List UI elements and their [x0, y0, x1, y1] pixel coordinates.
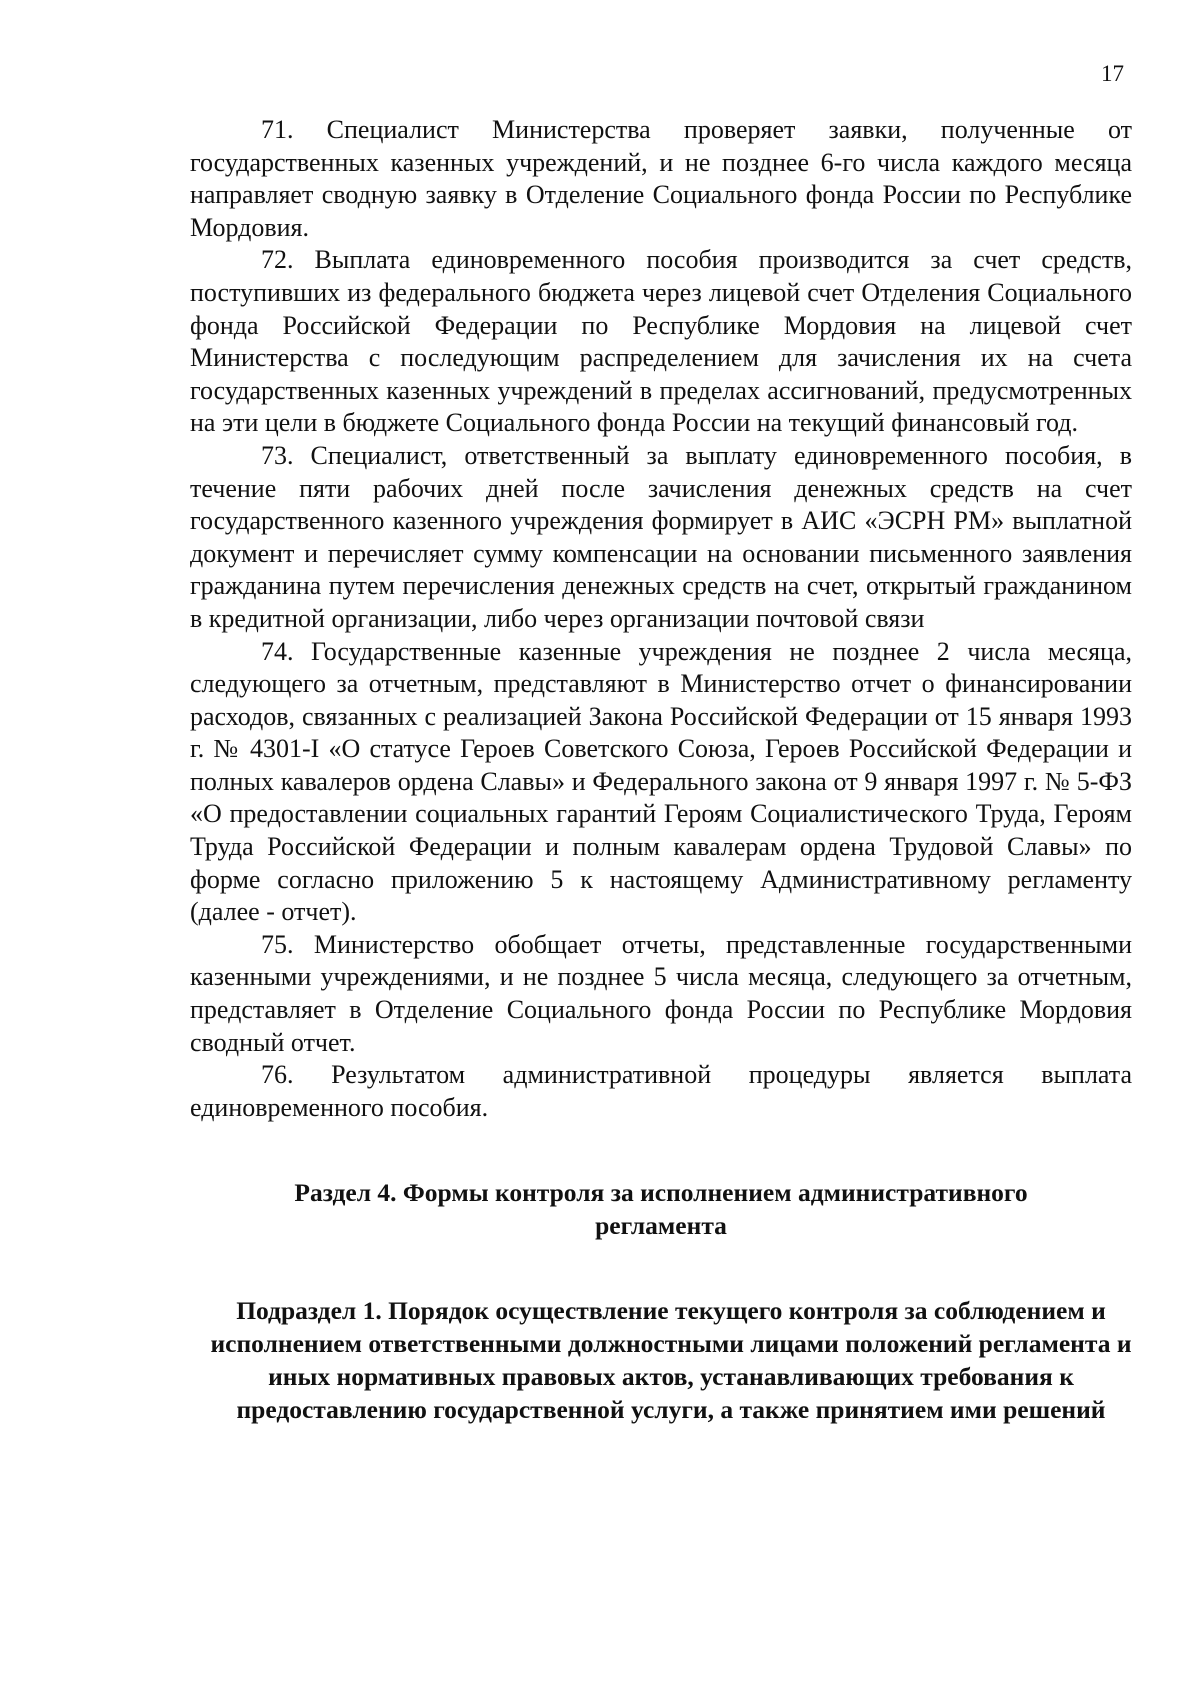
paragraph-71: 71. Специалист Министерства проверяет заявки, полученные от государственных казенных учреждений, и не позднее 6-го числа каждого месяца направляет сводную заявку в Отделение Социального фонда России по Республике Мордовия. — [190, 115, 1132, 242]
document-body — [190, 114, 1132, 1426]
subsection-heading: Подраздел 1. Порядок осуществление текущего контроля за соблюдением и исполнением ответственными должностными лицами положений регламента и иных нормативных правовых актов, устанавливающих требования к предоставлению государственной услуги, а также принятием ими решений — [210, 1296, 1132, 1425]
paragraph-75: 75. Министерство обобщает отчеты, представленные государственными казенными учреждениями, и не позднее 5 числа месяца, следующего за отчетным, представляет в Отделение Социального фонда России по Республике Мордовия сводный отчет. — [190, 929, 1132, 1057]
paragraph-76: 76. Результатом административной процедуры является выплата единовременного пособия. — [190, 1060, 1132, 1122]
paragraph-73: 73. Специалист, ответственный за выплату единовременного пособия, в течение пяти рабочих дней после зачисления денежных средств на счет государственного казенного учреждения формирует в АИС «ЭСРН РМ» выплатной документ и перечисляет сумму компенсации на основании письменного заявления гражданина путем перечисления денежных средств на счет, открытый гражданином в кредитной организации, либо через организации почтовой связи — [190, 440, 1132, 633]
paragraph-74: 74. Государственные казенные учреждения не позднее 2 числа месяца, следующего за отчетным, представляют в Министерство отчет о финансировании расходов, связанных с реализацией Закона Российской Федерации от 15 января 1993 г. № 4301-I «О статусе Героев Советского Союза, Героев Российской Федерации и полных кавалеров ордена Славы» и Федерального закона от 9 января 1997 г. № 5-ФЗ «О предоставлении социальных гарантий Героям Социалистического Труда, Героям Труда Российской Федерации и полным кавалерам ордена Трудовой Славы» по форме согласно приложению 5 к настоящему Административному регламенту (далее - отчет). — [190, 636, 1132, 927]
page-number: 17 — [1101, 61, 1124, 86]
section-heading: Раздел 4. Формы контроля за исполнением административного регламента — [294, 1178, 1028, 1241]
paragraph-72: 72. Выплата единовременного пособия производится за счет средств, поступивших из федерального бюджета через лицевой счет Отделения Социального фонда Российской Федерации по Республике Мордовия на лицевой счет Министерства с последующим распределением для зачисления их на счета государственных казенных учреждений в пределах ассигнований, предусмотренных на эти цели в бюджете Социального фонда России на текущий финансовый год. — [190, 245, 1132, 438]
